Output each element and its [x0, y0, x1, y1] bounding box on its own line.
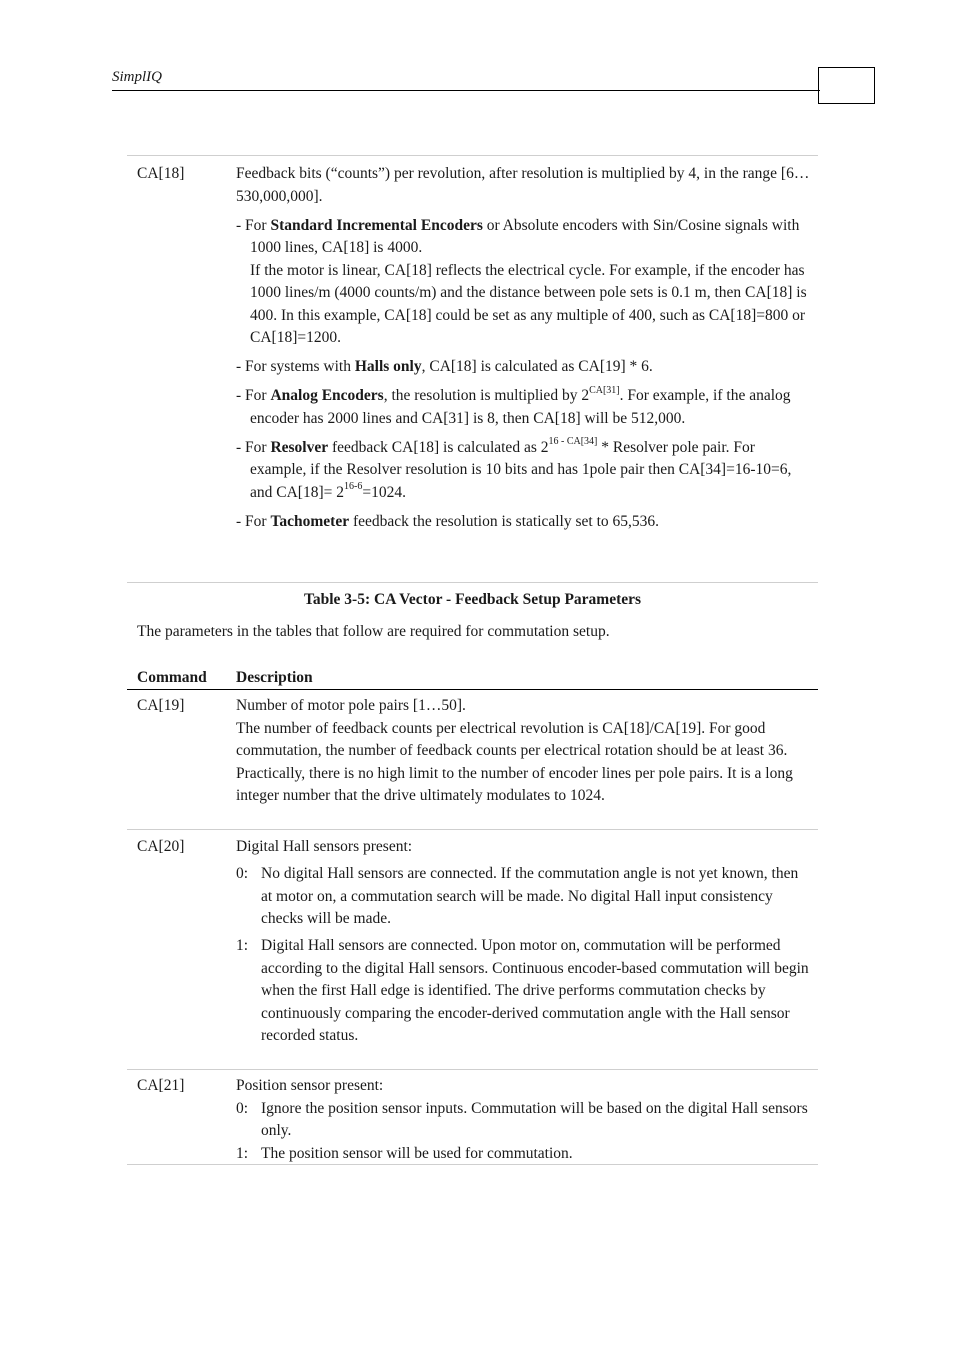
description-cell: [236, 695, 810, 808]
ca20-option-1: 1: Digital Hall sensors are connected. Upon motor on, commutation will be performed according to the digital Hall sensors. Continuous encoder-based commutation will begin when the first Hall edge is identified. The drive performs commutation checks by continuously comparing the encoder-derived commutation angle with the Hall sensor recorded status.: [236, 937, 809, 1044]
table-row-ca18: [127, 156, 818, 533]
table-bottom-rule: [127, 582, 818, 583]
table-row-ca19: [127, 695, 818, 808]
ca20-line1: Digital Hall sensors present:: [236, 838, 413, 855]
ca19-line1: Number of motor pole pairs [1…50].: [236, 697, 466, 714]
ca18-linear-motor: If the motor is linear, CA[18] reflects the electrical cycle. For example, if the encoder has 1000 lines/m (4000 counts/m) and the distance between pole sets is 0.1 m, then CA[18] is 400. In this example, CA[18] could be set as any multiple of 400, such as CA[18]=800 or CA[18]=1200.: [250, 261, 807, 346]
row-divider: [127, 829, 818, 830]
ca18-tachometer: - For Tachometer feedback the resolution is statically set to 65,536.: [236, 512, 660, 530]
command-cell: CA[20]: [137, 838, 185, 855]
header-rule-dark: [127, 689, 818, 690]
ca21-option-0: 0: Ignore the position sensor inputs. Commutation will be based on the digital Hall sensors only.: [236, 1099, 808, 1139]
command-cell: CA[21]: [137, 1077, 185, 1094]
command-cell: CA[18]: [137, 165, 185, 182]
header-brand: SimplIQ: [112, 69, 162, 85]
ca18-resolver: - For Resolver feedback CA[18] is calculated as $2^{16 - CA[34]}$ * Resolver pole pair. For example, if the Resolver resolution is 10 bits and has 1pole pair then CA[34]=16-10=6, and $CA[18]= 2^{16-6}=1024$.: [236, 436, 792, 501]
ca18-halls-only: - For systems with Halls only, CA[18] is calculated as CA[19] * 6.: [236, 358, 653, 375]
description-cell: [236, 163, 810, 533]
ca20-option-0: 0: No digital Hall sensors are connected. If the commutation angle is not yet known, then at motor on, a commutation search will be made. No digital Hall input consistency checks will be made.: [236, 865, 799, 927]
description-cell: [236, 1075, 810, 1165]
intro-paragraph: The parameters in the tables that follow are required for commutation setup.: [137, 623, 610, 640]
description-cell: [236, 836, 810, 1048]
table-end-rule: [127, 1164, 818, 1165]
ca18-standard-encoders: - For Standard Incremental Encoders or Absolute encoders with Sin/Cosine signals with 1000 lines, CA[18] is 4000.: [236, 216, 800, 256]
column-header-description: Description: [236, 669, 313, 686]
table-row-ca21: [127, 1075, 818, 1165]
table-caption: Table 3-5: CA Vector - Feedback Setup Parameters: [303, 591, 642, 608]
ca21-option-1: 1: The position sensor will be used for commutation.: [236, 1144, 573, 1162]
ca18-intro: Feedback bits (“counts”) per revolution, after resolution is multiplied by 4, in the range [6…530,000,000].: [236, 165, 810, 205]
column-header-command: Command: [137, 669, 207, 686]
row-divider: [127, 1069, 818, 1070]
ca21-line1: Position sensor present:: [236, 1077, 384, 1094]
table-row-ca20: [127, 836, 818, 1048]
page-number-box: [818, 67, 875, 104]
command-cell: CA[19]: [137, 697, 185, 714]
header-rule: [112, 90, 820, 91]
ca18-analog-encoders: - For Analog Encoders, the resolution is multiplied by $2^{CA[31]}$. For example, if the analog encoder has 2000 lines and CA[31] is 8, then CA[18] will be 512,000.: [236, 384, 791, 427]
ca19-line2: The number of feedback counts per electrical revolution is CA[18]/CA[19]. For good commutation, the number of feedback counts per electrical rotation should be at least 36. Practically, there is no high limit to the number of encoder lines per pole pairs. It is a long integer number that the drive ultimately modulates to 1024.: [236, 719, 793, 804]
feedback-setup-table: [127, 155, 818, 533]
